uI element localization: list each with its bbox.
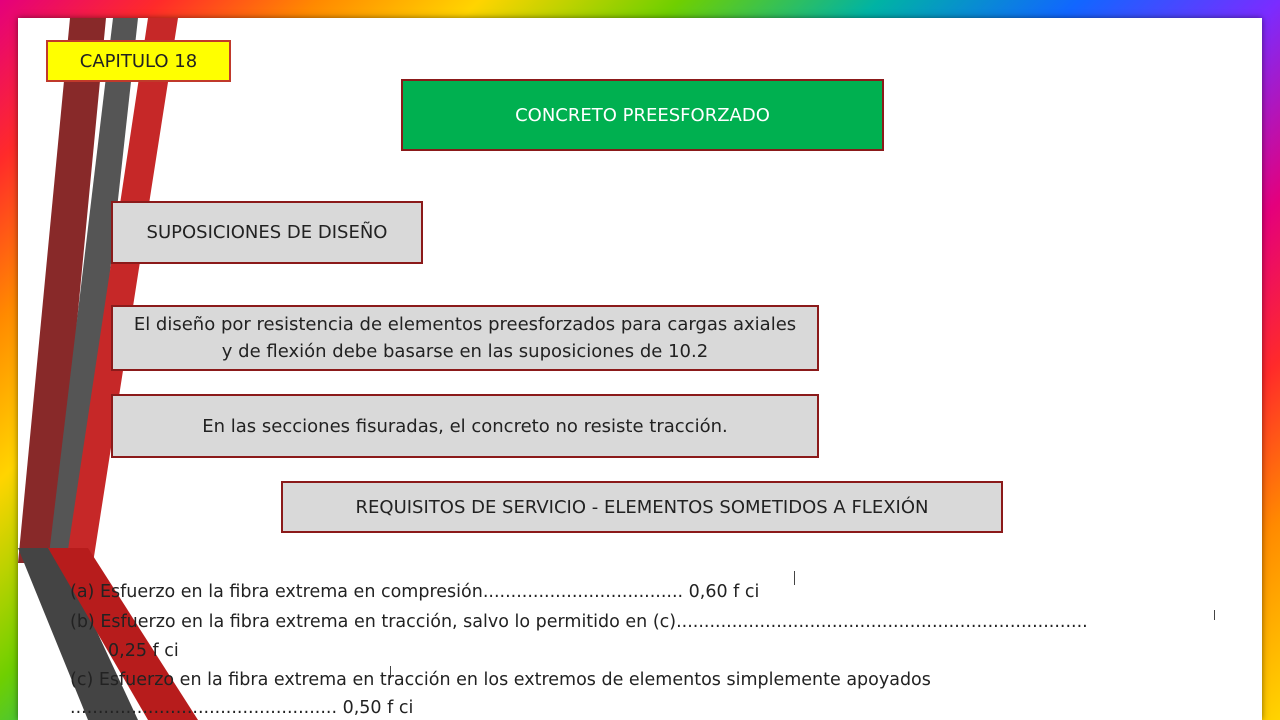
requirement-item-b-value: 0,25 f ci: [108, 641, 179, 661]
chapter-label: CAPITULO 18: [46, 40, 231, 82]
design-assumptions-heading: SUPOSICIONES DE DISEÑO: [111, 201, 423, 264]
requirement-item-b: (b) Esfuerzo en la fibra extrema en tracción, salvo lo permitido en (c)..........................................................................: [70, 612, 1088, 632]
requirement-item-a: (a) Esfuerzo en la fibra extrema en compresión.................................... 0,60 f ci: [70, 582, 760, 602]
cracked-section-text: En las secciones fisuradas, el concreto no resiste tracción.: [111, 394, 819, 458]
requirement-item-c: (c) Esfuerzo en la fibra extrema en tracción en los extremos de elementos simplemente apoyados: [70, 670, 931, 690]
design-assumptions-text: El diseño por resistencia de elementos preesforzados para cargas axiales y de flexión debe basarse en las suposiciones de 10.2: [111, 305, 819, 371]
prime-mark: [1214, 610, 1215, 620]
slide: [18, 18, 1262, 720]
service-requirements-heading: REQUISITOS DE SERVICIO - ELEMENTOS SOMETIDOS A FLEXIÓN: [281, 481, 1003, 533]
slide-title: CONCRETO PREESFORZADO: [401, 79, 884, 151]
prime-mark: [794, 571, 795, 585]
requirement-item-c-value: ................................................ 0,50 f ci: [70, 698, 414, 718]
